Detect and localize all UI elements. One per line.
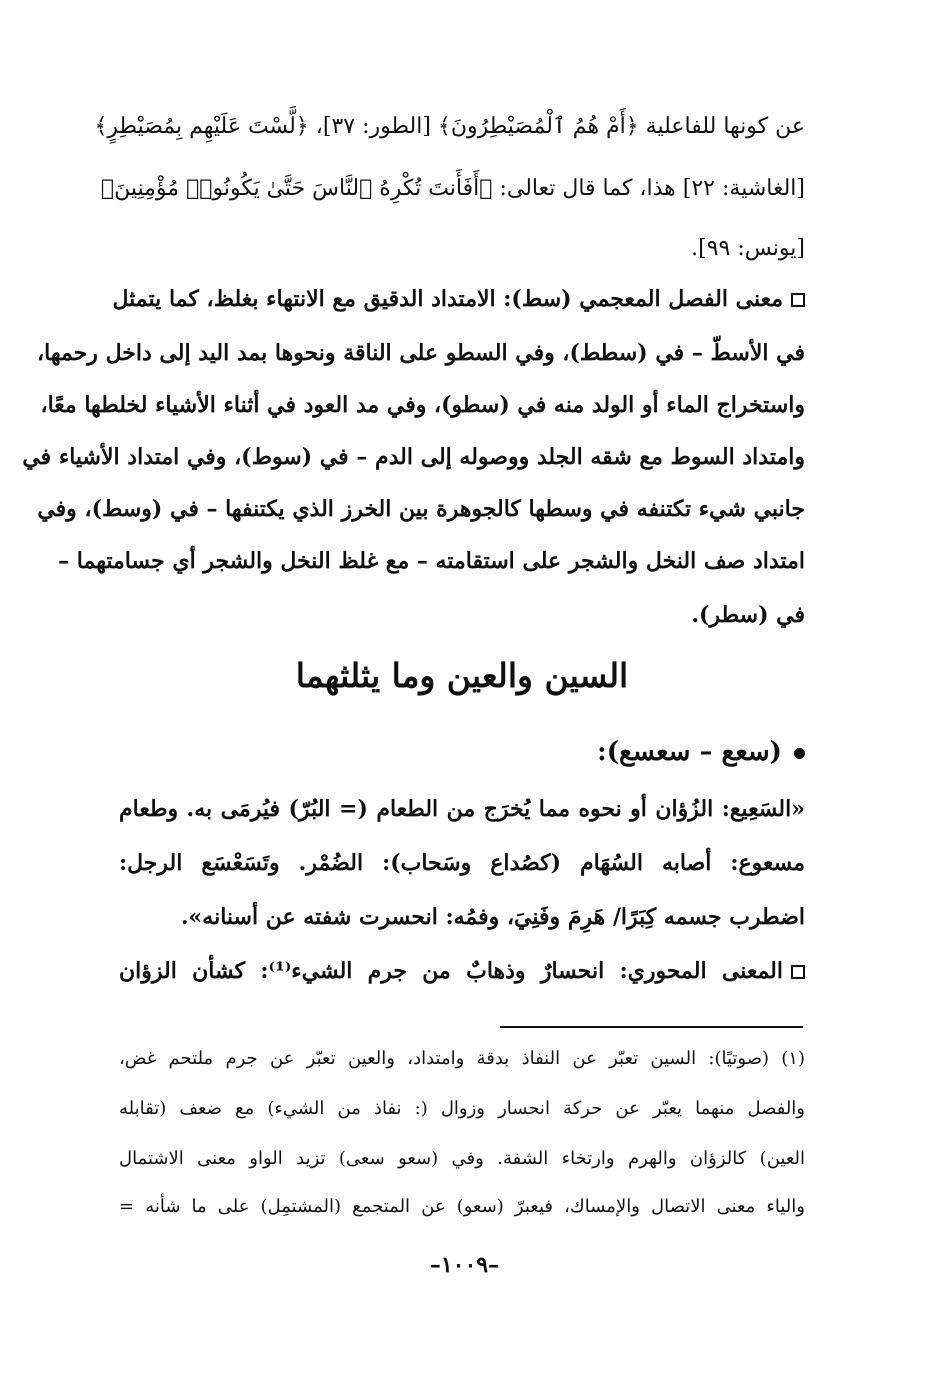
text-line: [يونس: ٩٩]. [691, 236, 805, 261]
core-meaning-line [119, 954, 805, 988]
text-line: في (سطر). [691, 602, 805, 628]
checkbox-square-icon [791, 965, 805, 979]
text-line: [الغاشية: ٢٢] هذا، كما قال تعالى: ﴿أَفَأَنتَ تُكْرِهُ ٱلنَّاسَ حَتَّىٰ يَكُونُوا۟ مُؤْمِنِينَ﴾ [100, 176, 805, 201]
text-span: معنى الفصل المعجمي (سط): الامتداد الدقيق مع الانتهاء بغلظ، كما يتمثل [112, 286, 783, 312]
footnote-line: العين) كالزؤان والهرم وارتخاء الشفة. وفي (سعو سعى) تزيد الواو معنى الاشتمال [119, 1148, 805, 1169]
section-heading: السين والعين وما يثلثهما [295, 656, 629, 695]
checkbox-square-icon [791, 293, 805, 307]
root-entry [119, 732, 805, 772]
text-line: وامتداد السوط مع شقه الجلد ووصوله إلى الدم – في (سوط)، وفي امتداد الأشياء في [22, 444, 805, 470]
text-line: اضطرب جسمه كِبَرًا/ هَرِمَ وفَنِيَ، وفمُه: انحسرت شفته عن أسنانه». [180, 904, 805, 930]
text-line: عن كونها للفاعلية ﴿أَمْ هُمُ ٱلْمُصَيْطِرُونَ﴾ [الطور: ٣٧]، ﴿لَّسْتَ عَلَيْهِم بِمُصَيْطِرٍ﴾ [94, 114, 805, 139]
text-span: المعنى المحوري: انحسارٌ وذهابٌ من جرم الشيء⁽¹⁾: كشأن الزؤان [119, 958, 783, 984]
text-line: في الأسطّ – في (سطط)، وفي السطو على الناقة ونحوها بمد اليد إلى داخل رحمها، [37, 340, 805, 366]
footnote-line: والياء معنى الاتصال والإمساك، فيعبرّ (سعو) عن المتجمع (المشتمِل) على ما شأنه = [119, 1196, 805, 1217]
text-line: امتداد صف النخل والشجر على استقامته – مع غلظ النخل والشجر أي جسامتهما – [58, 548, 805, 574]
root-label: (سعع – سعسع): [597, 737, 782, 767]
bullet-icon [794, 748, 805, 759]
page-number: –١٠٠٩– [429, 1252, 500, 1278]
footnote-line: (١) (صوتيًا): السين تعبّر عن النفاذ بدقة وامتداد، والعين تعبّر عن جرم ملتحم غض، [119, 1048, 805, 1069]
text-line: واستخراج الماء أو الولد منه في (سطو)، وفي مد العود في أثناء الأشياء لخلطها معًا، [40, 392, 805, 418]
footnote-divider [500, 1026, 803, 1028]
paragraph-line-first [112, 282, 805, 316]
footnote-line: والفصل منهما يعبّر عن حركة انحسار وزوال (: نفاذ من الشيء) مع ضعف (تقابله [119, 1098, 805, 1119]
text-line: مسعوع: أصابه السُهَام (كصُداع وسَحاب): الضُمْر. وتَسَعْسَع الرجل: [119, 850, 805, 876]
text-line: جانبي شيء تكتنفه في وسطها كالجوهرة بين الخرز الذي يكتنفها – في (وسط)، وفي [37, 496, 805, 522]
text-line: «السَعِيع: الزُؤان أو نحوه مما يُخرَج من الطعام (= البُرّ) فيُرمَى به. وطعام [119, 796, 805, 822]
